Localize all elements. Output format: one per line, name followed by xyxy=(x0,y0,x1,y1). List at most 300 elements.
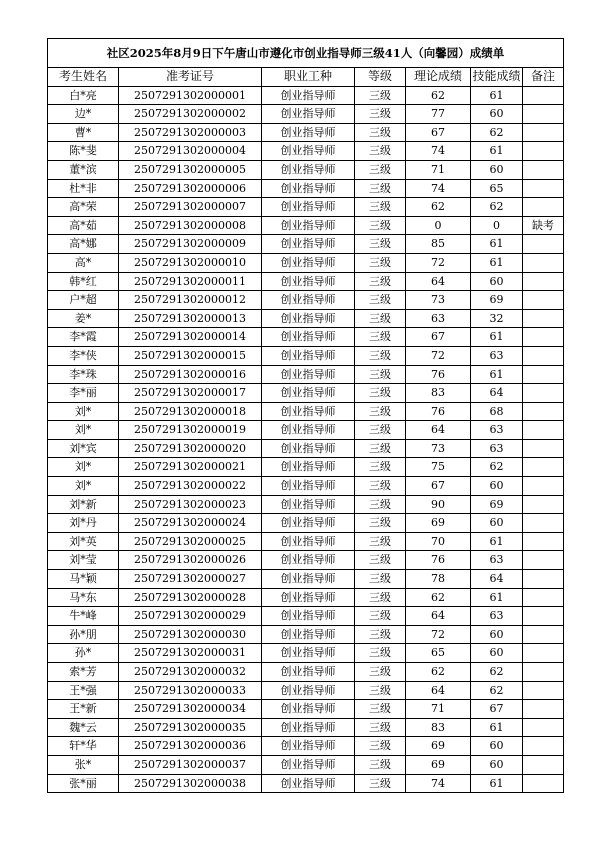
cell-note xyxy=(523,625,564,644)
cell-occupation: 创业指导师 xyxy=(262,142,355,161)
table-row xyxy=(48,346,564,365)
cell-occupation: 创业指导师 xyxy=(262,198,355,217)
header-level: 等级 xyxy=(355,68,406,87)
cell-occupation: 创业指导师 xyxy=(262,235,355,254)
cell-note xyxy=(523,514,564,533)
cell-note xyxy=(523,123,564,142)
table-row xyxy=(48,514,564,533)
cell-note xyxy=(523,179,564,198)
cell-exam-id: 2507291302000035 xyxy=(119,718,262,737)
table-row xyxy=(48,663,564,682)
cell-skill-score: 63 xyxy=(471,551,523,570)
cell-theory-score: 62 xyxy=(406,198,471,217)
cell-level: 三级 xyxy=(355,644,406,663)
cell-theory-score: 65 xyxy=(406,644,471,663)
cell-exam-id: 2507291302000005 xyxy=(119,160,262,179)
cell-occupation: 创业指导师 xyxy=(262,755,355,774)
cell-theory-score: 73 xyxy=(406,291,471,310)
cell-exam-id: 2507291302000001 xyxy=(119,86,262,105)
cell-skill-score: 60 xyxy=(471,644,523,663)
table-row xyxy=(48,105,564,124)
cell-note xyxy=(523,551,564,570)
cell-level: 三级 xyxy=(355,365,406,384)
cell-occupation: 创业指导师 xyxy=(262,625,355,644)
cell-exam-id: 2507291302000036 xyxy=(119,737,262,756)
cell-exam-id: 2507291302000016 xyxy=(119,365,262,384)
cell-note xyxy=(523,105,564,124)
cell-theory-score: 72 xyxy=(406,625,471,644)
cell-name: 李*珠 xyxy=(48,365,119,384)
table-row xyxy=(48,198,564,217)
table-row xyxy=(48,774,564,793)
cell-skill-score: 60 xyxy=(471,514,523,533)
cell-level: 三级 xyxy=(355,625,406,644)
cell-name: 张* xyxy=(48,755,119,774)
cell-skill-score: 62 xyxy=(471,123,523,142)
cell-occupation: 创业指导师 xyxy=(262,737,355,756)
cell-level: 三级 xyxy=(355,607,406,626)
cell-level: 三级 xyxy=(355,142,406,161)
cell-note xyxy=(523,718,564,737)
cell-note: 缺考 xyxy=(523,216,564,235)
cell-note xyxy=(523,291,564,310)
cell-exam-id: 2507291302000038 xyxy=(119,774,262,793)
cell-name: 魏*云 xyxy=(48,718,119,737)
cell-name: 陈*斐 xyxy=(48,142,119,161)
score-rows xyxy=(48,86,564,793)
cell-note xyxy=(523,235,564,254)
cell-skill-score: 61 xyxy=(471,365,523,384)
cell-theory-score: 72 xyxy=(406,346,471,365)
cell-level: 三级 xyxy=(355,86,406,105)
cell-name: 刘*丹 xyxy=(48,514,119,533)
cell-name: 刘* xyxy=(48,421,119,440)
cell-exam-id: 2507291302000010 xyxy=(119,253,262,272)
cell-skill-score: 61 xyxy=(471,718,523,737)
cell-skill-score: 61 xyxy=(471,142,523,161)
cell-occupation: 创业指导师 xyxy=(262,365,355,384)
table-row xyxy=(48,718,564,737)
cell-theory-score: 64 xyxy=(406,421,471,440)
cell-skill-score: 62 xyxy=(471,458,523,477)
table-row xyxy=(48,532,564,551)
table-row xyxy=(48,755,564,774)
table-row xyxy=(48,402,564,421)
cell-occupation: 创业指导师 xyxy=(262,514,355,533)
cell-level: 三级 xyxy=(355,402,406,421)
cell-exam-id: 2507291302000037 xyxy=(119,755,262,774)
cell-level: 三级 xyxy=(355,663,406,682)
cell-occupation: 创业指导师 xyxy=(262,700,355,719)
cell-name: 刘*宾 xyxy=(48,439,119,458)
cell-name: 李*侠 xyxy=(48,346,119,365)
cell-occupation: 创业指导师 xyxy=(262,309,355,328)
cell-skill-score: 63 xyxy=(471,346,523,365)
cell-name: 边* xyxy=(48,105,119,124)
cell-name: 马*东 xyxy=(48,588,119,607)
cell-occupation: 创业指导师 xyxy=(262,179,355,198)
table-row xyxy=(48,495,564,514)
cell-occupation: 创业指导师 xyxy=(262,272,355,291)
cell-note xyxy=(523,737,564,756)
cell-name: 刘* xyxy=(48,477,119,496)
header-note: 备注 xyxy=(523,68,564,87)
cell-note xyxy=(523,402,564,421)
cell-level: 三级 xyxy=(355,737,406,756)
cell-skill-score: 63 xyxy=(471,607,523,626)
cell-note xyxy=(523,384,564,403)
cell-name: 高*茹 xyxy=(48,216,119,235)
cell-occupation: 创业指导师 xyxy=(262,86,355,105)
cell-occupation: 创业指导师 xyxy=(262,384,355,403)
table-row xyxy=(48,477,564,496)
cell-occupation: 创业指导师 xyxy=(262,123,355,142)
cell-theory-score: 85 xyxy=(406,235,471,254)
cell-exam-id: 2507291302000027 xyxy=(119,570,262,589)
cell-exam-id: 2507291302000033 xyxy=(119,681,262,700)
table-row xyxy=(48,737,564,756)
cell-exam-id: 2507291302000024 xyxy=(119,514,262,533)
table-row xyxy=(48,309,564,328)
cell-skill-score: 60 xyxy=(471,272,523,291)
cell-skill-score: 64 xyxy=(471,570,523,589)
cell-name: 牛*峰 xyxy=(48,607,119,626)
cell-occupation: 创业指导师 xyxy=(262,663,355,682)
cell-note xyxy=(523,532,564,551)
cell-theory-score: 67 xyxy=(406,477,471,496)
sheet-title: 社区2025年8月9日下午唐山市遵化市创业指导师三级41人（向馨园）成绩单 xyxy=(48,39,564,68)
cell-level: 三级 xyxy=(355,235,406,254)
cell-occupation: 创业指导师 xyxy=(262,607,355,626)
cell-occupation: 创业指导师 xyxy=(262,439,355,458)
cell-note xyxy=(523,365,564,384)
cell-skill-score: 62 xyxy=(471,681,523,700)
cell-level: 三级 xyxy=(355,253,406,272)
cell-name: 高*娜 xyxy=(48,235,119,254)
table-row xyxy=(48,291,564,310)
table-row xyxy=(48,700,564,719)
cell-theory-score: 75 xyxy=(406,458,471,477)
table-row xyxy=(48,681,564,700)
cell-skill-score: 62 xyxy=(471,198,523,217)
cell-theory-score: 74 xyxy=(406,142,471,161)
cell-name: 李*霞 xyxy=(48,328,119,347)
cell-occupation: 创业指导师 xyxy=(262,402,355,421)
cell-name: 王*强 xyxy=(48,681,119,700)
cell-skill-score: 0 xyxy=(471,216,523,235)
cell-theory-score: 76 xyxy=(406,551,471,570)
cell-exam-id: 2507291302000034 xyxy=(119,700,262,719)
table-row xyxy=(48,458,564,477)
cell-level: 三级 xyxy=(355,532,406,551)
cell-occupation: 创业指导师 xyxy=(262,570,355,589)
cell-skill-score: 61 xyxy=(471,532,523,551)
table-row xyxy=(48,644,564,663)
cell-name: 高*荣 xyxy=(48,198,119,217)
cell-exam-id: 2507291302000013 xyxy=(119,309,262,328)
table-row xyxy=(48,607,564,626)
cell-theory-score: 71 xyxy=(406,160,471,179)
cell-level: 三级 xyxy=(355,309,406,328)
table-row xyxy=(48,235,564,254)
cell-note xyxy=(523,607,564,626)
cell-note xyxy=(523,346,564,365)
cell-skill-score: 65 xyxy=(471,179,523,198)
cell-exam-id: 2507291302000031 xyxy=(119,644,262,663)
cell-note xyxy=(523,160,564,179)
cell-skill-score: 61 xyxy=(471,86,523,105)
cell-level: 三级 xyxy=(355,570,406,589)
cell-theory-score: 72 xyxy=(406,253,471,272)
header-name: 考生姓名 xyxy=(48,68,119,87)
cell-theory-score: 64 xyxy=(406,607,471,626)
cell-exam-id: 2507291302000014 xyxy=(119,328,262,347)
table-row xyxy=(48,123,564,142)
cell-level: 三级 xyxy=(355,700,406,719)
cell-note xyxy=(523,663,564,682)
cell-level: 三级 xyxy=(355,346,406,365)
cell-skill-score: 63 xyxy=(471,421,523,440)
cell-level: 三级 xyxy=(355,160,406,179)
table-row xyxy=(48,179,564,198)
cell-occupation: 创业指导师 xyxy=(262,421,355,440)
cell-occupation: 创业指导师 xyxy=(262,160,355,179)
cell-skill-score: 61 xyxy=(471,774,523,793)
cell-level: 三级 xyxy=(355,384,406,403)
cell-skill-score: 60 xyxy=(471,105,523,124)
cell-note xyxy=(523,755,564,774)
cell-note xyxy=(523,477,564,496)
cell-skill-score: 60 xyxy=(471,477,523,496)
cell-theory-score: 74 xyxy=(406,179,471,198)
cell-level: 三级 xyxy=(355,105,406,124)
cell-exam-id: 2507291302000029 xyxy=(119,607,262,626)
cell-skill-score: 68 xyxy=(471,402,523,421)
cell-note xyxy=(523,774,564,793)
header-row xyxy=(48,68,564,87)
cell-level: 三级 xyxy=(355,495,406,514)
cell-note xyxy=(523,421,564,440)
cell-level: 三级 xyxy=(355,421,406,440)
cell-occupation: 创业指导师 xyxy=(262,718,355,737)
cell-level: 三级 xyxy=(355,718,406,737)
cell-theory-score: 76 xyxy=(406,402,471,421)
cell-name: 李*丽 xyxy=(48,384,119,403)
cell-skill-score: 62 xyxy=(471,663,523,682)
cell-theory-score: 70 xyxy=(406,532,471,551)
cell-level: 三级 xyxy=(355,123,406,142)
table-row xyxy=(48,216,564,235)
cell-note xyxy=(523,570,564,589)
cell-exam-id: 2507291302000025 xyxy=(119,532,262,551)
cell-theory-score: 67 xyxy=(406,123,471,142)
cell-skill-score: 61 xyxy=(471,235,523,254)
cell-theory-score: 69 xyxy=(406,737,471,756)
cell-occupation: 创业指导师 xyxy=(262,532,355,551)
cell-name: 刘* xyxy=(48,402,119,421)
cell-theory-score: 73 xyxy=(406,439,471,458)
cell-level: 三级 xyxy=(355,551,406,570)
cell-theory-score: 78 xyxy=(406,570,471,589)
cell-occupation: 创业指导师 xyxy=(262,105,355,124)
cell-note xyxy=(523,86,564,105)
cell-theory-score: 62 xyxy=(406,663,471,682)
cell-level: 三级 xyxy=(355,328,406,347)
cell-occupation: 创业指导师 xyxy=(262,477,355,496)
cell-note xyxy=(523,253,564,272)
cell-name: 户*超 xyxy=(48,291,119,310)
cell-theory-score: 69 xyxy=(406,514,471,533)
cell-skill-score: 61 xyxy=(471,588,523,607)
cell-occupation: 创业指导师 xyxy=(262,253,355,272)
cell-name: 马*颖 xyxy=(48,570,119,589)
cell-occupation: 创业指导师 xyxy=(262,644,355,663)
cell-note xyxy=(523,198,564,217)
cell-theory-score: 64 xyxy=(406,272,471,291)
header-theory-score: 理论成绩 xyxy=(406,68,471,87)
cell-skill-score: 69 xyxy=(471,495,523,514)
cell-theory-score: 62 xyxy=(406,86,471,105)
cell-note xyxy=(523,588,564,607)
cell-level: 三级 xyxy=(355,272,406,291)
cell-occupation: 创业指导师 xyxy=(262,346,355,365)
cell-note xyxy=(523,272,564,291)
cell-name: 杜*非 xyxy=(48,179,119,198)
score-sheet xyxy=(47,38,563,793)
cell-occupation: 创业指导师 xyxy=(262,495,355,514)
cell-level: 三级 xyxy=(355,198,406,217)
cell-skill-score: 60 xyxy=(471,160,523,179)
cell-name: 索*芳 xyxy=(48,663,119,682)
cell-theory-score: 62 xyxy=(406,588,471,607)
cell-exam-id: 2507291302000008 xyxy=(119,216,262,235)
cell-name: 姜* xyxy=(48,309,119,328)
cell-exam-id: 2507291302000022 xyxy=(119,477,262,496)
cell-note xyxy=(523,142,564,161)
cell-theory-score: 63 xyxy=(406,309,471,328)
cell-exam-id: 2507291302000004 xyxy=(119,142,262,161)
cell-exam-id: 2507291302000030 xyxy=(119,625,262,644)
table-row xyxy=(48,551,564,570)
table-row xyxy=(48,253,564,272)
cell-level: 三级 xyxy=(355,514,406,533)
cell-occupation: 创业指导师 xyxy=(262,328,355,347)
table-row xyxy=(48,328,564,347)
cell-note xyxy=(523,495,564,514)
cell-note xyxy=(523,458,564,477)
cell-level: 三级 xyxy=(355,477,406,496)
cell-exam-id: 2507291302000017 xyxy=(119,384,262,403)
cell-note xyxy=(523,700,564,719)
cell-level: 三级 xyxy=(355,439,406,458)
cell-theory-score: 83 xyxy=(406,384,471,403)
cell-theory-score: 76 xyxy=(406,365,471,384)
cell-theory-score: 69 xyxy=(406,755,471,774)
cell-exam-id: 2507291302000015 xyxy=(119,346,262,365)
cell-note xyxy=(523,309,564,328)
cell-level: 三级 xyxy=(355,216,406,235)
cell-name: 刘*莹 xyxy=(48,551,119,570)
cell-exam-id: 2507291302000011 xyxy=(119,272,262,291)
cell-name: 张*丽 xyxy=(48,774,119,793)
table-row xyxy=(48,439,564,458)
cell-exam-id: 2507291302000026 xyxy=(119,551,262,570)
cell-exam-id: 2507291302000002 xyxy=(119,105,262,124)
cell-skill-score: 64 xyxy=(471,384,523,403)
cell-name: 轩*华 xyxy=(48,737,119,756)
cell-occupation: 创业指导师 xyxy=(262,588,355,607)
cell-exam-id: 2507291302000009 xyxy=(119,235,262,254)
table-row xyxy=(48,365,564,384)
cell-theory-score: 77 xyxy=(406,105,471,124)
cell-name: 高* xyxy=(48,253,119,272)
cell-skill-score: 32 xyxy=(471,309,523,328)
cell-occupation: 创业指导师 xyxy=(262,458,355,477)
table-row xyxy=(48,570,564,589)
cell-note xyxy=(523,644,564,663)
cell-exam-id: 2507291302000032 xyxy=(119,663,262,682)
cell-exam-id: 2507291302000019 xyxy=(119,421,262,440)
cell-theory-score: 74 xyxy=(406,774,471,793)
cell-exam-id: 2507291302000023 xyxy=(119,495,262,514)
header-occupation: 职业工种 xyxy=(262,68,355,87)
cell-level: 三级 xyxy=(355,681,406,700)
table-row xyxy=(48,625,564,644)
score-table xyxy=(47,38,564,793)
cell-name: 韩*红 xyxy=(48,272,119,291)
cell-theory-score: 67 xyxy=(406,328,471,347)
cell-skill-score: 61 xyxy=(471,328,523,347)
table-row xyxy=(48,160,564,179)
cell-skill-score: 67 xyxy=(471,700,523,719)
table-row xyxy=(48,421,564,440)
cell-exam-id: 2507291302000006 xyxy=(119,179,262,198)
cell-occupation: 创业指导师 xyxy=(262,551,355,570)
cell-exam-id: 2507291302000003 xyxy=(119,123,262,142)
cell-note xyxy=(523,328,564,347)
cell-occupation: 创业指导师 xyxy=(262,216,355,235)
cell-level: 三级 xyxy=(355,458,406,477)
cell-theory-score: 83 xyxy=(406,718,471,737)
table-row xyxy=(48,272,564,291)
cell-name: 王*新 xyxy=(48,700,119,719)
cell-skill-score: 63 xyxy=(471,439,523,458)
header-exam-id: 准考证号 xyxy=(119,68,262,87)
cell-note xyxy=(523,439,564,458)
cell-skill-score: 60 xyxy=(471,737,523,756)
cell-theory-score: 71 xyxy=(406,700,471,719)
cell-exam-id: 2507291302000028 xyxy=(119,588,262,607)
table-row xyxy=(48,384,564,403)
table-row xyxy=(48,142,564,161)
cell-name: 董*滨 xyxy=(48,160,119,179)
cell-name: 刘*新 xyxy=(48,495,119,514)
cell-name: 白*亮 xyxy=(48,86,119,105)
cell-exam-id: 2507291302000018 xyxy=(119,402,262,421)
cell-note xyxy=(523,681,564,700)
cell-name: 刘* xyxy=(48,458,119,477)
table-row xyxy=(48,588,564,607)
cell-skill-score: 69 xyxy=(471,291,523,310)
cell-name: 曹* xyxy=(48,123,119,142)
cell-level: 三级 xyxy=(355,774,406,793)
table-row xyxy=(48,86,564,105)
cell-level: 三级 xyxy=(355,291,406,310)
header-skill-score: 技能成绩 xyxy=(471,68,523,87)
cell-skill-score: 60 xyxy=(471,625,523,644)
cell-skill-score: 61 xyxy=(471,253,523,272)
cell-skill-score: 60 xyxy=(471,755,523,774)
